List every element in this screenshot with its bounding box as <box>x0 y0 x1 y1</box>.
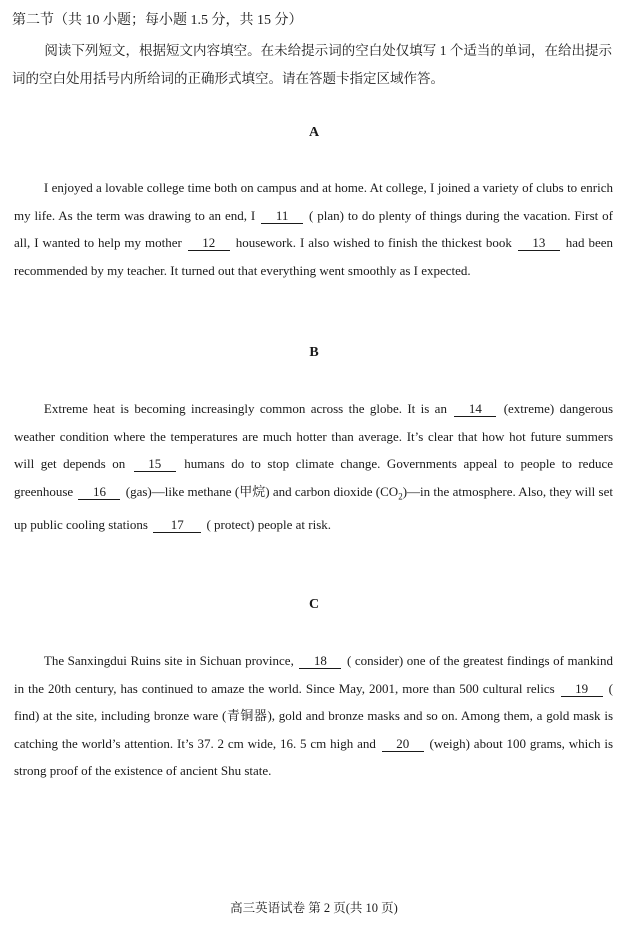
passage-a-text-1: I enjoyed a lovable college time both on campus and at home. At college, I joined a variety of clubs to enrich my life. As the term was drawing to an end, I <box>14 180 613 223</box>
passage-b-text-3: humans do to stop climate change. Governments appeal to people to reduce greenhouse <box>14 456 613 499</box>
instructions: 阅读下列短文，根据短文内容填空。在未给提示词的空白处仅填写 1 个适当的单词，在给出提示词的空白处用括号内所给词的正确形式填空。请在答题卡指定区域作答。 <box>12 43 612 86</box>
page-footer: 高三英语试卷 第 2 页(共 10 页) <box>230 901 398 915</box>
passage-a-text-3: housework. I also wished to finish the thickest book <box>235 235 512 251</box>
passage-c-text-1: The Sanxingdui Ruins site in Sichuan province, <box>43 653 294 668</box>
co2-subscript: 2 <box>398 491 403 502</box>
passage-c-text-2: ( consider) one of the greatest findings of mankind in the 20th century, has continued to amaze the world. Since May, 2001, more than 500 cultural relics <box>14 653 613 696</box>
blank-14[interactable]: 14 <box>454 401 496 417</box>
blank-18[interactable]: 18 <box>299 653 341 669</box>
passage-a-text-2: ( plan) to do plenty of things during the vacation. First of all, I wanted to help my mother <box>14 207 613 251</box>
blank-17[interactable]: 17 <box>153 517 201 533</box>
blank-15[interactable]: 15 <box>134 456 176 472</box>
passage-b-title: B <box>309 345 319 360</box>
passage-b-text-1: Extreme heat is becoming increasingly common across the globe. It is an <box>43 401 447 416</box>
passage-b-text-5: )—in the atmosphere. Also, they will set up public cooling stations <box>14 483 613 532</box>
passage-c-text-4: (weigh) about 100 grams, which is strong proof of the existence of ancient Shu state. <box>14 735 613 779</box>
blank-16[interactable]: 16 <box>78 484 120 500</box>
passage-b-body <box>14 395 613 539</box>
blank-12[interactable]: 12 <box>188 235 230 251</box>
passage-b-text-4: (gas)—like methane (甲烷) and carbon dioxide (CO <box>125 483 399 499</box>
passage-a-text-4: had been recommended by my teacher. It turned out that everything went smoothly as I expected. <box>14 235 614 278</box>
passage-c-title: C <box>308 597 320 612</box>
blank-11[interactable]: 11 <box>261 208 303 224</box>
passage-b-text-2: (extreme) dangerous weather condition where the temperatures are much hotter than average. It’s clear that how hot future summers will get depends on <box>14 401 614 472</box>
passage-a-title: A <box>308 125 320 140</box>
blank-20[interactable]: 20 <box>382 736 424 752</box>
blank-19[interactable]: 19 <box>561 681 603 697</box>
passage-c-body <box>14 647 613 785</box>
passage-c-text-3: ( find) at the site, including bronze ware (青铜器), gold and bronze masks and so on. Among them, a gold mask is catching the world’s attention. It’s 37. 2 cm wide, 16. 5 cm high and <box>14 680 613 751</box>
section-title: 第二节（共 10 小题；每小题 1.5 分，共 15 分） <box>12 13 303 28</box>
blank-13[interactable]: 13 <box>518 235 560 251</box>
passage-b-text-6: ( protect) people at risk. <box>206 516 332 532</box>
passage-a-body <box>14 174 613 284</box>
